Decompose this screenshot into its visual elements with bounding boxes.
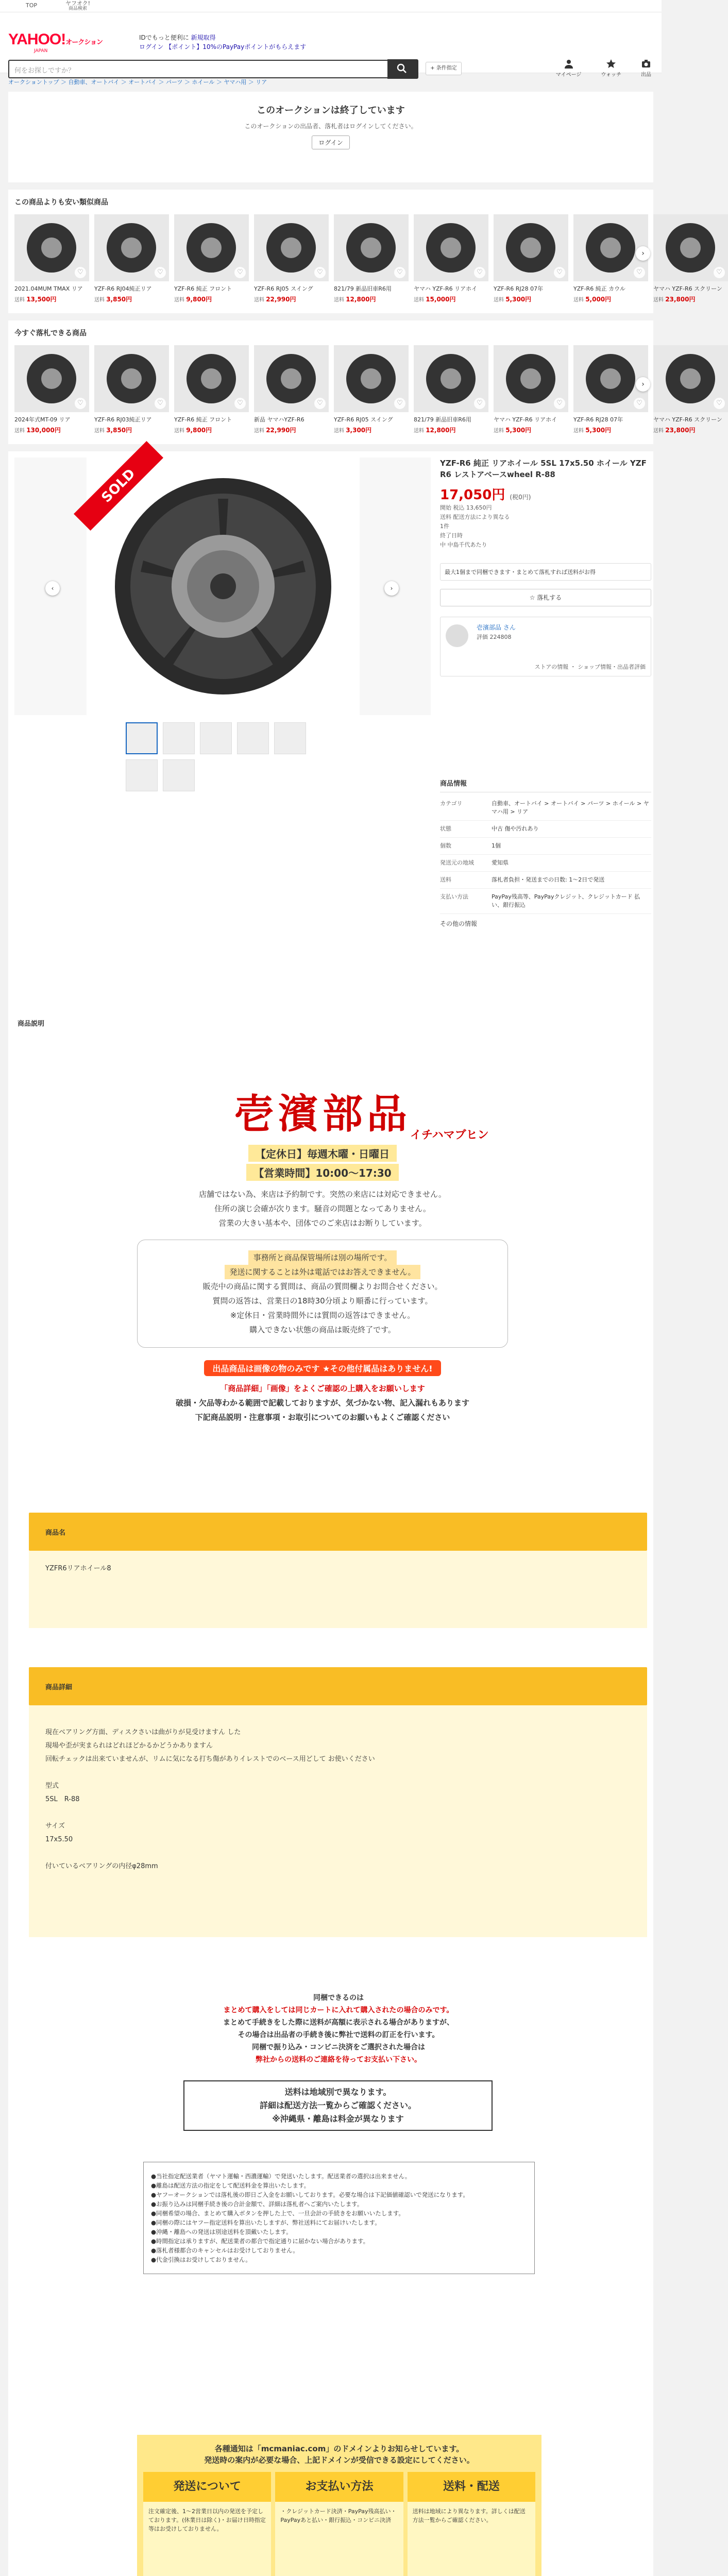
- price-sub: 送料: [14, 297, 27, 303]
- shop-banner: [29, 1082, 616, 1425]
- text-line: 現在ベアリング方面、ディスクさいは曲がりが見受けますん した: [45, 1728, 241, 1736]
- user-icon: [564, 59, 574, 69]
- text-line: ●同梱の際にはヤフー指定送料を算出いたしますが、弊社送料にてお届けいたします。: [151, 2219, 381, 2226]
- thumbnail[interactable]: [126, 759, 158, 791]
- product-card-title: YZF-R6 RJ28 07年: [494, 285, 544, 292]
- current-price: [440, 484, 651, 503]
- product-info-row: [440, 795, 651, 821]
- watch-label: ウォッチ: [601, 72, 621, 78]
- product-card[interactable]: [414, 345, 488, 434]
- gallery-next-icon[interactable]: ›: [384, 581, 399, 596]
- product-card-price: 送料 3,850円: [94, 427, 132, 434]
- inquiry-line: ※定休日・営業時間外には質問の返答はできません。: [230, 1311, 415, 1320]
- text-line: 付いているベアリングの内径φ28mm: [45, 1862, 158, 1870]
- product-card-price: 送料 22,990円: [254, 427, 296, 434]
- inquiry-line: 販売中の商品に関する質問は、商品の質問欄よりお問合せください。: [202, 1282, 443, 1291]
- info-key: 支払い方法: [440, 893, 468, 900]
- search-button[interactable]: [387, 59, 418, 79]
- product-thumbnail: [94, 214, 169, 281]
- price-sub: 送料: [414, 297, 426, 303]
- product-card[interactable]: [94, 345, 169, 434]
- nav-label: ヤフオク!: [65, 0, 91, 7]
- product-card-title: 2024年式MT-09 リア: [14, 416, 71, 423]
- product-thumbnail: [334, 345, 409, 412]
- rules-list: [143, 2162, 535, 2274]
- description-heading: 商品説明: [18, 1020, 45, 1028]
- heart-icon[interactable]: ♡: [155, 398, 166, 409]
- product-detail-header: [29, 1667, 647, 1705]
- bundle-notice-block: [99, 1992, 578, 2066]
- warn-line: 下記商品説明・注意事項・お取引についてのお願いもよくご確認ください: [195, 1413, 450, 1422]
- product-main: [8, 451, 653, 1008]
- product-card-price: 送料 5,300円: [494, 427, 532, 434]
- product-info-row: [440, 855, 651, 872]
- search-icon: [397, 63, 407, 74]
- product-card-title: ヤマハ YZF-R6 スクリーン: [653, 285, 722, 292]
- product-card-price: 送料 23,800円: [653, 427, 696, 434]
- product-card-title: ヤマハ YZF-R6 リアホイ: [494, 416, 557, 423]
- product-card-price: 送料 13,500円: [14, 296, 57, 303]
- product-thumbnail: [653, 345, 728, 412]
- thumbnail[interactable]: [163, 759, 195, 791]
- text-line: サイズ: [45, 1822, 65, 1830]
- product-card[interactable]: [494, 345, 568, 434]
- text-line: ●離島は配送方法の指定をして配送料金を算出いたします。: [151, 2182, 310, 2189]
- text-line: 17x5.50: [45, 1836, 73, 1843]
- price-sub: 送料: [334, 428, 346, 434]
- heart-icon[interactable]: ♡: [155, 267, 166, 278]
- heart-icon[interactable]: ♡: [314, 267, 326, 278]
- heart-icon[interactable]: ♡: [234, 267, 246, 278]
- price-tax: (税0円): [510, 494, 531, 501]
- text-line: 同梱で振り込み・コンビニ決済をご選択された場合は: [252, 2043, 425, 2052]
- product-card-price: 送料 12,800円: [334, 296, 376, 303]
- product-detail-body: [29, 1705, 647, 1937]
- product-card-price: 送料 9,800円: [174, 427, 212, 434]
- heart-icon[interactable]: ♡: [474, 267, 485, 278]
- shipping-notice-box: [183, 2080, 493, 2131]
- product-card[interactable]: [14, 214, 89, 303]
- similar-items-section: [8, 190, 722, 313]
- text-line: [45, 1806, 631, 1820]
- product-card[interactable]: [653, 214, 728, 303]
- product-card[interactable]: [174, 214, 249, 303]
- logo-suffix: オークション: [65, 38, 103, 46]
- price-sub: 送料: [94, 428, 107, 434]
- avatar: [446, 624, 468, 647]
- grid-cell-text: ・クレジットカード決済・PayPay残高払い・PayPayあと払い・銀行振込・コンビニ決済: [280, 2508, 397, 2523]
- product-card-title: ヤマハ YZF-R6 スクリーン: [653, 416, 722, 423]
- text-line: 5SL R-88: [45, 1795, 80, 1803]
- grid-top-line: 発送時の案内が必要な場合、上記ドメインが受信できる設定にしてください。: [204, 2455, 475, 2465]
- price-sub: 送料: [414, 428, 426, 434]
- grid-cell: [275, 2472, 403, 2576]
- product-card[interactable]: [494, 214, 568, 303]
- main-product-image[interactable]: [87, 457, 360, 715]
- heart-icon[interactable]: ♡: [314, 398, 326, 409]
- text-line: 現場や歪が実まられはどれほどかるかどうかありますん: [45, 1742, 213, 1750]
- product-thumbnail: [254, 345, 329, 412]
- price-sub: 送料: [573, 297, 586, 303]
- product-info-rows: [440, 795, 651, 914]
- product-card-price: 送料 5,000円: [573, 296, 612, 303]
- seller-box: [440, 617, 651, 676]
- product-card-title: YZF-R6 RJ05 スイング: [254, 285, 313, 292]
- info-key: カテゴリ: [440, 800, 463, 807]
- wheel-image: [87, 457, 360, 715]
- breadcrumb[interactable]: オークショントップ ＞ 自動車、オートバイ ＞ オートバイ ＞ パーツ ＞ ホイール ＞ ヤマハ用 ＞ リア: [0, 73, 662, 92]
- top-label: TOP: [25, 2, 37, 9]
- product-card-price: 送料 9,800円: [174, 296, 212, 303]
- text-line: 詳細は配送方法一覧からご確認ください。: [259, 2100, 416, 2110]
- gallery-thumbnails: [126, 722, 306, 791]
- grid-cell: [408, 2472, 535, 2576]
- info-value: 愛知県: [492, 859, 509, 866]
- heart-icon[interactable]: ♡: [234, 398, 246, 409]
- location: 中 中島千代あたり: [440, 541, 487, 548]
- heart-icon[interactable]: ♡: [634, 398, 645, 409]
- product-card-price: 送料 5,300円: [573, 427, 612, 434]
- star-icon: [606, 59, 616, 69]
- info-value: 中古 傷や汚れあり: [492, 825, 539, 832]
- nav-sub: 商品検索: [68, 6, 87, 11]
- heart-icon[interactable]: ♡: [714, 398, 725, 409]
- product-title: YZF-R6 純正 リアホイール 5SL 17x5.50 ホイール YZF R6 レストアベースwheel R-88: [440, 459, 647, 479]
- text-line: ●落札者様都合のキャンセルはお受けしておりません。: [151, 2247, 299, 2254]
- search-input[interactable]: [8, 60, 417, 78]
- camera-icon: [641, 59, 651, 69]
- shipping-row: 送料 配送方法により異なる: [440, 514, 510, 520]
- heart-icon[interactable]: ♡: [75, 398, 86, 409]
- similar-carousel: [14, 214, 722, 303]
- product-thumbnail: [254, 214, 329, 281]
- product-thumbnail: [414, 345, 488, 412]
- sell-label: 出品: [641, 72, 651, 78]
- product-card[interactable]: [14, 345, 89, 434]
- yahoo-logo[interactable]: [8, 31, 103, 48]
- product-thumbnail: [414, 214, 488, 281]
- product-card-title: 821/79 新品旧車R6用: [414, 416, 471, 423]
- inquiry-line: 質問の返答は、営業日の18時30分頃より順番に行っています。: [212, 1296, 433, 1306]
- mypage-button[interactable]: [556, 59, 582, 78]
- product-thumbnail: [653, 214, 728, 281]
- product-info-row: [440, 872, 651, 889]
- product-card[interactable]: [94, 214, 169, 303]
- product-card-title: ヤマハ YZF-R6 リアホイ: [414, 285, 478, 292]
- grid-cell-text: 注文確定後、1〜2営業日以内の発送を予定しております。(休業日は除く)・お届け日時指定等はお受けしておりません。: [148, 2508, 266, 2532]
- header-icons: [556, 59, 651, 78]
- product-thumbnail: [14, 214, 89, 281]
- grid-cell: [143, 2472, 271, 2576]
- logo-text: YAHOO!: [8, 31, 66, 48]
- search-placeholder: 何をお探しですか？: [14, 67, 75, 75]
- product-summary: [440, 457, 651, 676]
- product-info-row: [440, 838, 651, 855]
- grid-rows: [143, 2472, 535, 2576]
- id-text: IDでもっと便利に: [139, 34, 189, 41]
- price-value: 17,050円: [440, 487, 505, 503]
- text-line: 同梱できるのは: [313, 1994, 364, 2002]
- shop-lines: [29, 1187, 616, 1230]
- text-line: 型式: [45, 1782, 59, 1790]
- text-line: ●代金引換はお受けしておりません。: [151, 2256, 251, 2263]
- info-key: 状態: [440, 825, 451, 832]
- shop-logo: 壱濱部品: [233, 1091, 411, 1138]
- seller-name[interactable]: 壱濱部品 さん: [477, 624, 516, 631]
- product-name-label: 商品名: [45, 1529, 66, 1537]
- info-key: 発送元の地域: [440, 859, 474, 866]
- price-sub: 送料: [653, 297, 666, 303]
- shop-logo-sub: イチハマブヒン: [410, 1129, 489, 1142]
- header-links: [139, 33, 306, 52]
- grid-cell-title: 送料・配送: [408, 2472, 535, 2502]
- text-line: ●当社指定配送業者（ヤマト運輸・西濃運輸）で発送いたします。配送業者の選択は出来ません。: [151, 2173, 411, 2180]
- watch-button[interactable]: [601, 59, 621, 78]
- product-thumbnail: [174, 214, 249, 281]
- closed-days: 【定休日】毎週木曜・日曜日: [248, 1145, 397, 1162]
- text-line: 回転チェックは出来ていませんが、リムに気になる打ち傷がありイレストでのベース用どして お使いください: [45, 1755, 375, 1763]
- product-name-value: YZFR6リアホイール8: [45, 1565, 111, 1572]
- sell-button[interactable]: [641, 59, 651, 78]
- product-thumbnail: [573, 345, 648, 412]
- text-line: 弊社からの送料のご連絡を待ってお支払い下さい。: [256, 2056, 421, 2064]
- product-card[interactable]: [334, 214, 409, 303]
- product-card-price: 送料 3,300円: [334, 427, 372, 434]
- price-sub: 送料: [94, 297, 107, 303]
- product-card-price: 送料 5,300円: [494, 296, 532, 303]
- opening-hours: 【営業時間】10:00〜17:30: [246, 1164, 398, 1181]
- bids-count[interactable]: 1件: [440, 523, 449, 530]
- detail-search-button[interactable]: + 条件指定: [426, 62, 462, 75]
- thumbnail[interactable]: [200, 722, 232, 754]
- info-value: PayPay残高等、PayPayクレジット、クレジットカード 払い、銀行振込: [492, 893, 640, 908]
- login-link[interactable]: ログイン: [139, 43, 164, 50]
- top-bar: [0, 0, 662, 12]
- heart-icon[interactable]: ♡: [634, 267, 645, 278]
- heart-icon[interactable]: ♡: [394, 398, 405, 409]
- auction-ended-panel: [8, 92, 653, 182]
- price-sub: 送料: [494, 428, 506, 434]
- product-card-title: YZF-R6 RJ28 07年: [573, 416, 623, 423]
- text-line: 住所の演じ会確が次ります。騒音の問題となってありません。: [214, 1204, 431, 1213]
- product-card-title: YZF-R6 純正 フロント: [174, 416, 232, 423]
- product-card-title: 新品 ヤマハYZF-R6: [254, 416, 304, 423]
- text-line: 送料は地域別で異なります。: [284, 2087, 392, 2097]
- inquiry-box: [137, 1240, 508, 1348]
- info-grid: [137, 2435, 541, 2576]
- popular-heading: 今すぐ落札できる商品: [14, 329, 87, 337]
- nav-link[interactable]: [55, 1, 101, 12]
- text-line: ●お振り込みは同梱手続き後の合計金額で、詳細は落札者へご案内いたします。: [151, 2200, 363, 2208]
- product-card-title: 2021.04MUM TMAX リア: [14, 285, 83, 292]
- product-info-row: [440, 821, 651, 838]
- text-line: ●沖縄・離島への発送は別途送料を頂戴いたします。: [151, 2228, 292, 2235]
- signup-link[interactable]: 新規取得: [191, 34, 216, 41]
- grid-top-line: 各種通知は「mcmaniac.com」のドメインよりお知らせしています。: [214, 2444, 464, 2453]
- heart-icon[interactable]: ♡: [554, 267, 565, 278]
- similar-heading: この商品よりも安い類似商品: [14, 198, 108, 207]
- product-card-price: 送料 15,000円: [414, 296, 456, 303]
- product-name-body: [29, 1551, 647, 1628]
- product-thumbnail: [174, 345, 249, 412]
- product-thumbnail: [14, 345, 89, 412]
- text-line: 営業の大きい基本や、団体でのご来店はお断りしています。: [218, 1218, 427, 1228]
- carousel-next-icon[interactable]: ›: [636, 377, 650, 392]
- info-value: 自動車、オートバイ > オートバイ > パーツ > ホイール > ヤマハ用 > リア: [492, 800, 649, 815]
- end-time: 終了日時: [440, 532, 463, 539]
- warn-line: 破損・欠品等わかる範囲で記載しておりますが、気づかない物、記入漏れもあります: [175, 1398, 469, 1408]
- text-line: [45, 1766, 631, 1780]
- product-name-header: [29, 1513, 647, 1551]
- mypage-label: マイページ: [555, 72, 582, 78]
- site-header: [0, 12, 662, 78]
- product-card-price: 送料 22,990円: [254, 296, 296, 303]
- heart-icon[interactable]: ♡: [75, 267, 86, 278]
- price-sub: 送料: [254, 428, 266, 434]
- product-card-price: 送料 12,800円: [414, 427, 456, 434]
- inquiry-line: 発送に関することは外は電話ではお答えできません。: [138, 1265, 507, 1279]
- gallery-prev-icon[interactable]: ‹: [45, 581, 60, 596]
- popular-items-section: [8, 320, 722, 444]
- watch-list-button[interactable]: ☆ 落札する: [440, 589, 651, 606]
- info-value: 1個: [492, 842, 501, 849]
- popular-carousel: [14, 345, 722, 434]
- text-line: ※沖縄県・離島は料金が異なります: [272, 2114, 404, 2124]
- product-card-title: 821/79 新品旧車R6用: [334, 285, 392, 292]
- text-line: 店舗ではない為、来店は予約制です。突然の来店には対応できません。: [199, 1190, 446, 1199]
- thumbnail[interactable]: [274, 722, 306, 754]
- product-info-heading: 商品情報: [440, 778, 651, 792]
- thumbnail[interactable]: [237, 722, 269, 754]
- product-card-price: 送料 3,850円: [94, 296, 132, 303]
- info-key: 送料: [440, 876, 451, 883]
- heart-icon[interactable]: ♡: [394, 267, 405, 278]
- price-sub: 送料: [14, 428, 27, 434]
- product-card[interactable]: [174, 345, 249, 434]
- text-line: ●ヤフーオークションでは落札後の即日ご入金をお願いしております。必要な場合は下記価値確認いで発送になります。: [151, 2191, 469, 2198]
- bundle-notice: 最大1個まで同梱できます・まとめて落札すれば送料がお得: [440, 563, 651, 581]
- logo-sub: JAPAN: [34, 48, 48, 54]
- sold-ribbon: SOLD: [74, 441, 163, 531]
- top-link[interactable]: [8, 3, 55, 9]
- text-line: ●時間指定は承りますが、配送業者の都合で指定通りに届かない場合があります。: [151, 2238, 369, 2245]
- carousel-next-icon[interactable]: ›: [636, 246, 650, 261]
- product-card-title: YZF-R6 RJ05 スイング: [334, 416, 393, 423]
- product-card[interactable]: [254, 345, 329, 434]
- text-line: [45, 1846, 631, 1860]
- product-card[interactable]: [653, 345, 728, 434]
- product-card[interactable]: [414, 214, 488, 303]
- grid-cell-title: お支払い方法: [275, 2472, 403, 2502]
- product-thumbnail: [94, 345, 169, 412]
- ended-login-button[interactable]: ログイン: [312, 135, 349, 149]
- more-info-toggle[interactable]: その他の情報: [440, 920, 478, 927]
- price-sub: 送料: [334, 297, 346, 303]
- heart-icon[interactable]: ♡: [714, 267, 725, 278]
- product-card-title: YZF-R6 純正 カウル: [573, 285, 625, 292]
- start-price: 開始 税込 13,650円: [440, 504, 492, 511]
- price-sub: 送料: [494, 297, 506, 303]
- heart-icon[interactable]: ♡: [474, 398, 485, 409]
- warn-line: 「商品詳細」「画像」をよくご確認の上購入をお願いします: [220, 1384, 425, 1393]
- inquiry-line: 購入できない状態の商品は販売終了です。: [249, 1325, 396, 1334]
- product-card-price: 送料 23,800円: [653, 296, 696, 303]
- info-value: 落札者負担・発送までの日数: 1〜2日で発送: [492, 876, 605, 883]
- price-sub: 送料: [254, 297, 266, 303]
- product-thumbnail: [494, 214, 568, 281]
- product-info-row: [440, 889, 651, 914]
- product-card-title: YZF-R6 純正 フロント: [174, 285, 232, 292]
- seller-links[interactable]: ストアの情報 ・ ショップ情報・出品者評価: [534, 664, 646, 670]
- product-card[interactable]: [334, 345, 409, 434]
- product-card[interactable]: [573, 345, 648, 434]
- image-gallery: [14, 457, 431, 715]
- grid-cell-title: 発送について: [143, 2472, 271, 2502]
- inquiry-line: 事務所と商品保管場所は別の場所です。: [138, 1250, 507, 1265]
- thumbnail[interactable]: [126, 722, 158, 754]
- info-key: 個数: [440, 842, 451, 849]
- price-sub: 送料: [573, 428, 586, 434]
- points-link[interactable]: 【ポイント】10%のPayPayポイントがもらえます: [165, 43, 307, 50]
- product-thumbnail: [334, 214, 409, 281]
- price-sub: 送料: [174, 428, 187, 434]
- product-card[interactable]: [254, 214, 329, 303]
- text-line: ●同梱希望の場合、まとめて購入ボタンを押した上で、一旦会計の手続きをお願いいたします。: [151, 2210, 404, 2217]
- thumbnail[interactable]: [163, 722, 195, 754]
- product-info-table: [440, 778, 651, 933]
- heart-icon[interactable]: ♡: [554, 398, 565, 409]
- grid-cell-text: 送料は地域により異なります。詳しくは配送方法一覧からご確認ください。: [412, 2508, 526, 2523]
- seller-rating[interactable]: 評価 224808: [477, 634, 512, 640]
- ended-message: このオークションの出品者、落札者はログインしてください。: [244, 123, 417, 130]
- red-banner: 出品商品は画像の物のみです ★その他付属品はありません!: [204, 1360, 441, 1376]
- product-detail-label: 商品詳細: [45, 1684, 73, 1691]
- text-line: その場合は出品者の手続き後に弊社で送料の訂正を行います。: [238, 2031, 439, 2039]
- product-thumbnail: [494, 345, 568, 412]
- product-card-price: 送料 130,000円: [14, 427, 61, 434]
- description-section: [8, 1008, 653, 2576]
- product-card-title: YZF-R6 RJ04純正リア: [94, 285, 152, 292]
- grid-row: [143, 2472, 535, 2576]
- text-line: まとめて購入をしては同じカートに入れて購入されたの場合のみです。: [223, 2006, 454, 2014]
- text-line: まとめて手続きをした際に送料が高額に表示される場合がありますが、: [223, 2019, 454, 2027]
- ended-title: このオークションは終了しています: [257, 105, 405, 116]
- product-card[interactable]: [573, 214, 648, 303]
- product-thumbnail: [573, 214, 648, 281]
- product-card-title: YZF-R6 RJ03純正リア: [94, 416, 152, 423]
- price-sub: 送料: [653, 428, 666, 434]
- price-sub: 送料: [174, 297, 187, 303]
